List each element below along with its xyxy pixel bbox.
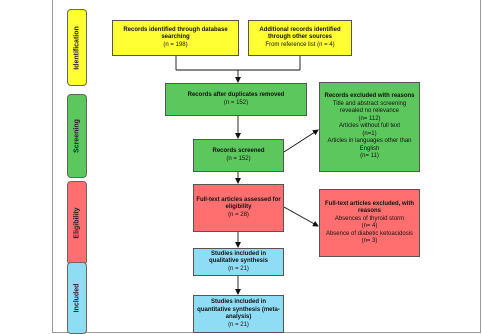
box-qualitative — [193, 248, 284, 276]
database-search-title: Records identified through database searching — [123, 26, 228, 41]
other-sources-title: Additional records identified through other sources — [259, 26, 341, 41]
box-fulltext-excluded — [319, 189, 420, 257]
other-sources-detail: From reference list (n = 4) — [265, 41, 335, 48]
ft-excluded-count-1: (n= 4) — [361, 223, 378, 229]
quantitative-title: Studies included in quantitative synthesis (meta-analysis) — [197, 299, 280, 320]
excluded-count-2: (n=1) — [362, 130, 377, 137]
phase-eligibility-label: Eligibility — [73, 207, 81, 239]
phase-screening — [67, 94, 87, 178]
records-excluded-title: Records excluded with reasons — [324, 93, 415, 100]
excluded-reason-3: Articles in languages other than English — [327, 138, 412, 152]
after-duplicates-title: Records after duplicates removed — [187, 92, 285, 98]
phase-identification — [67, 9, 87, 86]
phase-identification-label: Identification — [73, 25, 81, 70]
excluded-count-3: (n= 11) — [360, 153, 379, 160]
ft-excluded-reason-2: Absence of diabetic ketoacidosis — [325, 230, 414, 237]
box-records-screened — [193, 139, 284, 172]
phase-screening-label: Screening — [73, 119, 81, 153]
box-quantitative — [193, 295, 284, 333]
box-other-sources — [248, 20, 352, 56]
fulltext-excluded-title: Full-text articles excluded, with reasons — [324, 200, 415, 214]
fulltext-assessed-count: (n = 28) — [228, 211, 249, 218]
database-search-count: (n = 198) — [163, 41, 188, 48]
records-screened-title: Records screened — [212, 148, 265, 154]
phase-included-label: Included — [73, 283, 81, 313]
after-duplicates-count: (n = 152) — [223, 99, 249, 106]
ft-excluded-count-2: (n= 3) — [361, 238, 378, 244]
qualitative-count: (n = 21) — [228, 265, 249, 272]
excluded-count-1: (n= 112) — [358, 115, 381, 122]
excluded-reason-1: Title and abstract screening revealed no relevance — [332, 100, 407, 115]
qualitative-title: Studies included in qualitative synthesis — [208, 250, 269, 265]
box-records-excluded — [319, 82, 420, 172]
fulltext-assessed-title: Full-text articles assessed for eligibility — [196, 196, 281, 211]
phase-included — [67, 262, 87, 334]
phase-eligibility — [67, 181, 87, 265]
box-after-duplicates — [165, 83, 307, 116]
quantitative-count: (n = 21) — [228, 321, 249, 328]
ft-excluded-reason-1: Absences of thyroid storm — [334, 215, 405, 222]
excluded-reason-2: Articles without full text — [338, 123, 401, 130]
box-fulltext-assessed — [193, 184, 284, 232]
box-database-search — [112, 20, 239, 56]
records-screened-count: (n = 152) — [226, 155, 251, 162]
